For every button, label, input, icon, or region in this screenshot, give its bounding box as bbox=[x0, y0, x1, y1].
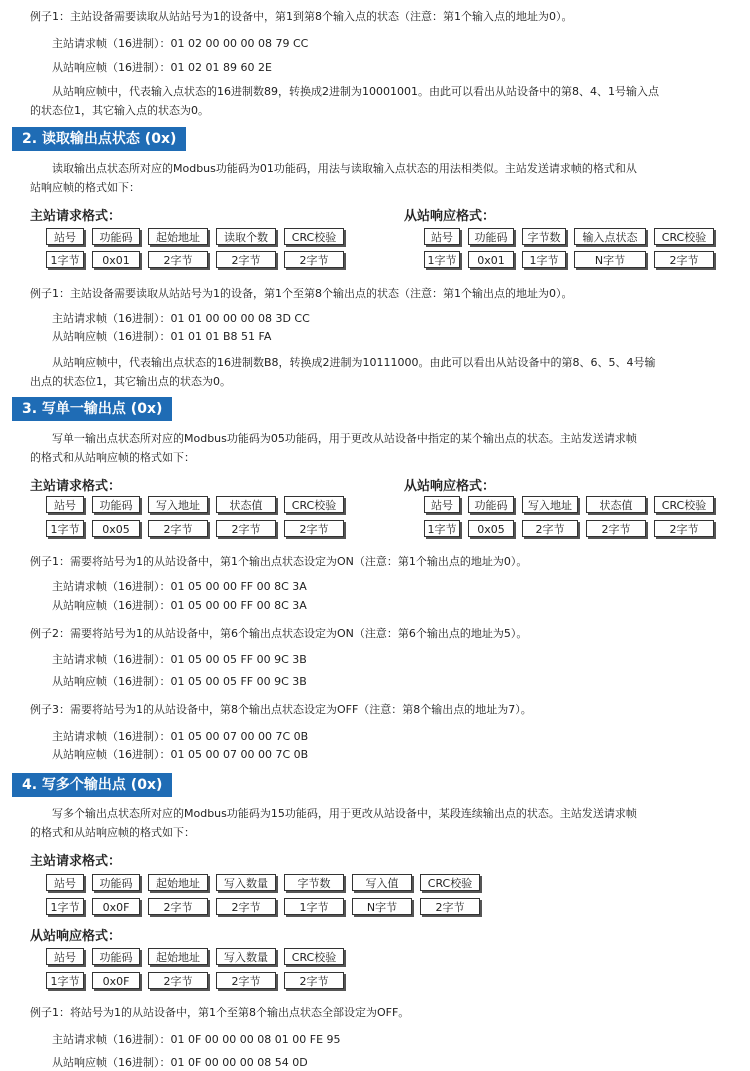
format-cell: 2字节 bbox=[284, 251, 344, 268]
format-cell: CRC校验 bbox=[420, 874, 480, 891]
response-format-size bbox=[424, 251, 722, 268]
format-cell: 站号 bbox=[46, 228, 84, 245]
format-cell: 状态值 bbox=[216, 496, 276, 513]
description-line: 出点的状态位1，其它输出点的状态为0。 bbox=[30, 375, 231, 388]
format-cell: 2字节 bbox=[586, 520, 646, 537]
format-cell: 2字节 bbox=[284, 972, 344, 989]
request-frame: 主站请求帧（16进制）：01 0F 00 00 00 08 01 00 FE 95 bbox=[52, 1033, 341, 1046]
format-cell: 2字节 bbox=[148, 251, 208, 268]
format-cell: 0x0F bbox=[92, 898, 140, 915]
format-cell: 1字节 bbox=[424, 251, 460, 268]
paragraph-line: 的格式和从站响应帧的格式如下： bbox=[30, 451, 195, 464]
request-format-size bbox=[46, 898, 488, 915]
format-cell: 字节数 bbox=[284, 874, 344, 891]
format-cell: 1字节 bbox=[424, 520, 460, 537]
format-cell: 0x0F bbox=[92, 972, 140, 989]
format-cell: 功能码 bbox=[92, 496, 140, 513]
section-heading: 3. 写单一输出点 (0x) bbox=[12, 397, 172, 421]
format-cell: 字节数 bbox=[522, 228, 566, 245]
response-frame: 从站响应帧（16进制）：01 05 00 07 00 00 7C 0B bbox=[52, 748, 309, 761]
example-text: 例子1：主站设备需要读取从站站号为1的设备，第1个至第8个输出点的状态（注意：第1个输出点的地址为0）。 bbox=[30, 287, 573, 300]
example-text: 例子3：需要将站号为1的从站设备中，第8个输出点状态设定为OFF（注意：第8个输出点的地址为7）。 bbox=[30, 703, 532, 716]
format-cell: 起始地址 bbox=[148, 874, 208, 891]
request-frame: 主站请求帧（16进制）：01 05 00 07 00 00 7C 0B bbox=[52, 730, 309, 743]
format-cell: 功能码 bbox=[92, 874, 140, 891]
format-cell: 站号 bbox=[424, 496, 460, 513]
response-format-size bbox=[424, 520, 722, 537]
format-cell: 2字节 bbox=[420, 898, 480, 915]
request-format-title: 主站请求格式： bbox=[30, 479, 122, 494]
format-cell: 2字节 bbox=[216, 520, 276, 537]
format-cell: 2字节 bbox=[216, 251, 276, 268]
format-cell: 2字节 bbox=[216, 898, 276, 915]
response-frame: 从站响应帧（16进制）：01 02 01 89 60 2E bbox=[52, 61, 272, 74]
format-cell: 2字节 bbox=[148, 520, 208, 537]
format-cell: CRC校验 bbox=[654, 496, 714, 513]
paragraph-line: 读取输出点状态所对应的Modbus功能码为01功能码，用法与读取输入点状态的用法相类似。主站发送请求帧的格式和从 bbox=[52, 162, 637, 175]
format-cell: 写入地址 bbox=[522, 496, 578, 513]
format-cell: 起始地址 bbox=[148, 228, 208, 245]
response-format-title: 从站响应格式： bbox=[404, 479, 496, 494]
request-frame: 主站请求帧（16进制）：01 02 00 00 00 08 79 CC bbox=[52, 37, 309, 50]
format-cell: 2字节 bbox=[654, 251, 714, 268]
example-text: 例子2：需要将站号为1的从站设备中，第6个输出点状态设定为ON（注意：第6个输出点的地址为5）。 bbox=[30, 627, 528, 640]
format-cell: 2字节 bbox=[284, 520, 344, 537]
format-cell: CRC校验 bbox=[284, 948, 344, 965]
format-cell: 2字节 bbox=[216, 972, 276, 989]
format-cell: 1字节 bbox=[46, 898, 84, 915]
request-format-size bbox=[46, 520, 352, 537]
paragraph-line: 的格式和从站响应帧的格式如下： bbox=[30, 826, 195, 839]
format-cell: N字节 bbox=[574, 251, 646, 268]
response-format-title: 从站响应格式： bbox=[404, 209, 496, 224]
format-cell: 1字节 bbox=[46, 251, 84, 268]
response-format-title: 从站响应格式： bbox=[30, 929, 122, 944]
format-cell: 1字节 bbox=[46, 520, 84, 537]
format-cell: 0x01 bbox=[468, 251, 514, 268]
format-cell: 功能码 bbox=[92, 948, 140, 965]
format-cell: 输入点状态 bbox=[574, 228, 646, 245]
format-cell: 2字节 bbox=[522, 520, 578, 537]
example-text: 例子1：需要将站号为1的从站设备中，第1个输出点状态设定为ON（注意：第1个输出点的地址为0）。 bbox=[30, 555, 528, 568]
format-cell: 功能码 bbox=[468, 496, 514, 513]
request-format-header bbox=[46, 874, 488, 891]
format-cell: 1字节 bbox=[284, 898, 344, 915]
response-frame: 从站响应帧（16进制）：01 05 00 00 FF 00 8C 3A bbox=[52, 599, 307, 612]
request-format-title: 主站请求格式： bbox=[30, 209, 122, 224]
format-cell: 0x05 bbox=[92, 520, 140, 537]
format-cell: 1字节 bbox=[46, 972, 84, 989]
description-line: 从站响应帧中，代表输出点状态的16进制数B8，转换成2进制为10111000。由此可以看出从站设备中的第8、6、5、4号输 bbox=[52, 356, 656, 369]
format-cell: 站号 bbox=[46, 496, 84, 513]
response-format-header bbox=[46, 948, 352, 965]
description-line: 从站响应帧中，代表输入点状态的16进制数89，转换成2进制为10001001。由此可以看出从站设备中的第8、4、1号输入点 bbox=[52, 85, 659, 98]
format-cell: 站号 bbox=[46, 874, 84, 891]
format-cell: 0x05 bbox=[468, 520, 514, 537]
paragraph-line: 写多个输出点状态所对应的Modbus功能码为15功能码，用于更改从站设备中，某段连续输出点的状态。主站发送请求帧 bbox=[52, 807, 637, 820]
paragraph-line: 写单一输出点状态所对应的Modbus功能码为05功能码，用于更改从站设备中指定的某个输出点的状态。主站发送请求帧 bbox=[52, 432, 637, 445]
response-frame: 从站响应帧（16进制）：01 0F 00 00 00 08 54 0D bbox=[52, 1056, 308, 1069]
format-cell: 起始地址 bbox=[148, 948, 208, 965]
format-cell: 状态值 bbox=[586, 496, 646, 513]
request-format-size bbox=[46, 251, 352, 268]
description-line: 的状态位1，其它输入点的状态为0。 bbox=[30, 104, 209, 117]
format-cell: 2字节 bbox=[148, 898, 208, 915]
response-format-header bbox=[424, 228, 722, 245]
format-cell: 功能码 bbox=[468, 228, 514, 245]
request-frame: 主站请求帧（16进制）：01 05 00 05 FF 00 9C 3B bbox=[52, 653, 307, 666]
format-cell: 2字节 bbox=[148, 972, 208, 989]
format-cell: 写入数量 bbox=[216, 874, 276, 891]
format-cell: 0x01 bbox=[92, 251, 140, 268]
format-cell: CRC校验 bbox=[284, 496, 344, 513]
format-cell: 读取个数 bbox=[216, 228, 276, 245]
paragraph-line: 站响应帧的格式如下： bbox=[30, 181, 140, 194]
response-frame: 从站响应帧（16进制）：01 05 00 05 FF 00 9C 3B bbox=[52, 675, 307, 688]
request-frame: 主站请求帧（16进制）：01 05 00 00 FF 00 8C 3A bbox=[52, 580, 307, 593]
format-cell: 2字节 bbox=[654, 520, 714, 537]
format-cell: 站号 bbox=[46, 948, 84, 965]
format-cell: 写入值 bbox=[352, 874, 412, 891]
example-text: 例子1：将站号为1的从站设备中，第1个至第8个输出点状态全部设定为OFF。 bbox=[30, 1006, 410, 1019]
format-cell: 功能码 bbox=[92, 228, 140, 245]
format-cell: 1字节 bbox=[522, 251, 566, 268]
response-format-header bbox=[424, 496, 722, 513]
format-cell: CRC校验 bbox=[654, 228, 714, 245]
section-heading: 2. 读取输出点状态 (0x) bbox=[12, 127, 186, 151]
request-format-header bbox=[46, 228, 352, 245]
response-frame: 从站响应帧（16进制）：01 01 01 B8 51 FA bbox=[52, 330, 272, 343]
format-cell: 写入地址 bbox=[148, 496, 208, 513]
request-format-header bbox=[46, 496, 352, 513]
response-format-size bbox=[46, 972, 352, 989]
format-cell: CRC校验 bbox=[284, 228, 344, 245]
example-text: 例子1：主站设备需要读取从站站号为1的设备中，第1到第8个输入点的状态（注意：第1个输入点的地址为0）。 bbox=[30, 10, 573, 23]
format-cell: N字节 bbox=[352, 898, 412, 915]
request-frame: 主站请求帧（16进制）：01 01 00 00 00 08 3D CC bbox=[52, 312, 310, 325]
format-cell: 站号 bbox=[424, 228, 460, 245]
section-heading: 4. 写多个输出点 (0x) bbox=[12, 773, 172, 797]
request-format-title: 主站请求格式： bbox=[30, 854, 122, 869]
format-cell: 写入数量 bbox=[216, 948, 276, 965]
